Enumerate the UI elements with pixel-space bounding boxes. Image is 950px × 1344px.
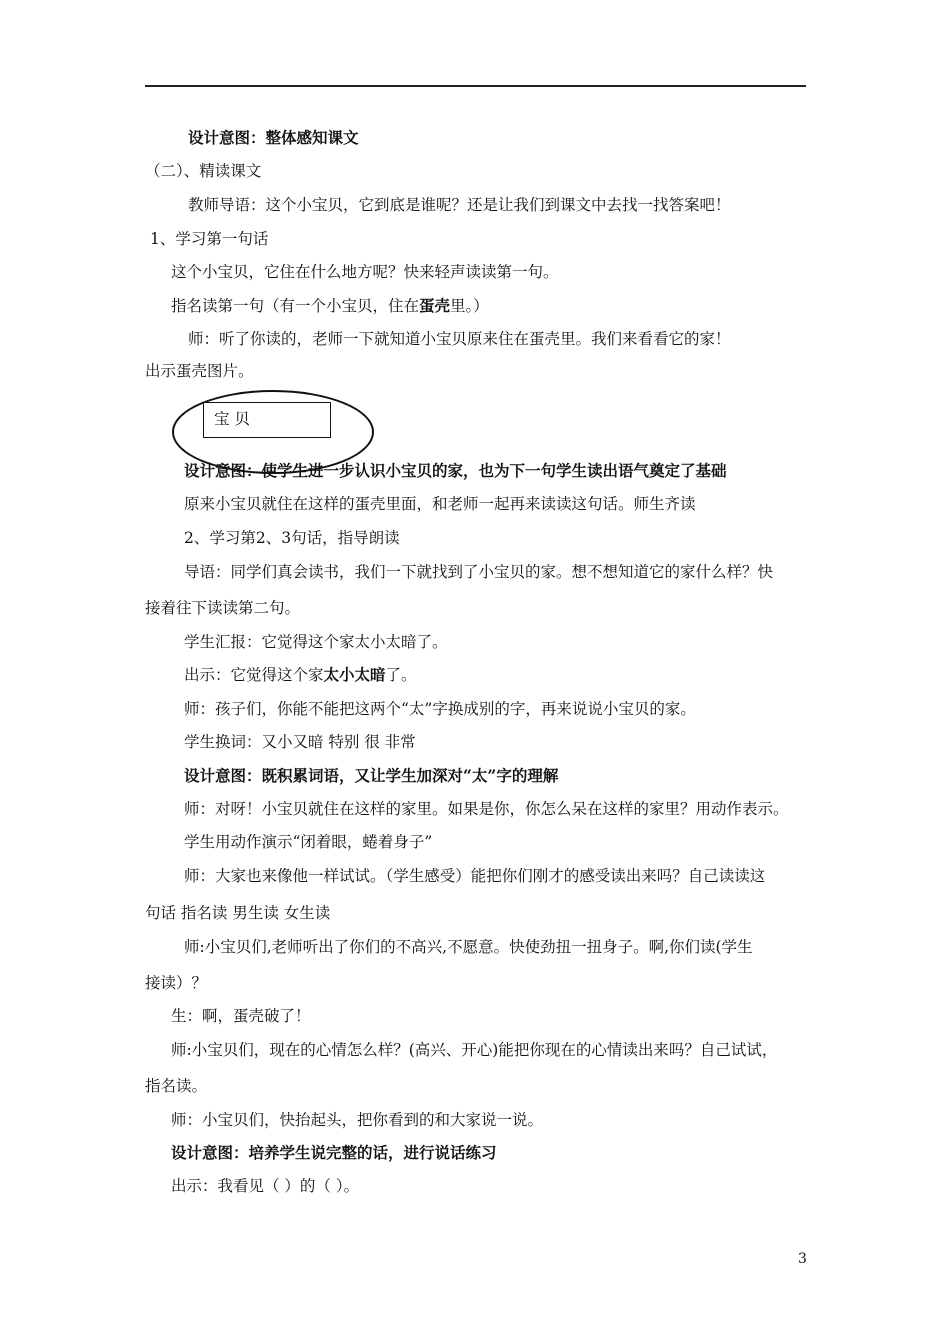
teacher-feel-line2: 句话 指名读 男生读 女生读 [145,904,331,922]
guide-paragraph-line1: 导语：同学们真会读书，我们一下就找到了小宝贝的家。想不想知道它的家什么样？快 [184,563,774,581]
design-intent-3: 设计意图：既积累词语，又让学生加深对“太”字的理解 [184,766,559,785]
teacher-look-up: 师：小宝贝们，快抬起头，把你看到的和大家说一说。 [171,1111,544,1129]
header-rule [145,85,806,87]
paragraph-where-live: 这个小宝贝，它住在什么地方呢？快来轻声读读第一句。 [171,263,559,281]
section-heading-close-reading: （二）、精读课文 [145,162,262,180]
show-sentence-too-small [184,665,417,685]
sentence-pattern-exercise: 出示：我看见（ ）的（ ）。 [171,1177,360,1195]
design-intent-4: 设计意图：培养学生说完整的话，进行说话练习 [171,1143,497,1162]
student-report: 学生汇报：它觉得这个家太小太暗了。 [184,633,448,651]
teacher-remark-eggshell: 师：听了你读的，老师一下就知道小宝贝原来住在蛋壳里。我们来看看它的家！ [188,330,731,348]
student-shell-broken: 生：啊，蛋壳破了！ [171,1007,311,1025]
step-1-heading: 1、学习第一句话 [150,230,269,248]
text-segment: 里。） [450,297,489,315]
step-2-heading: 2、学习第2、3句话，指导朗读 [184,529,400,547]
student-word-swap: 学生换词：又小又暗 特别 很 非常 [184,733,416,751]
design-intent-2: 设计意图：使学生进一步认识小宝贝的家，也为下一句学生读出语气奠定了基础 [184,461,727,480]
teacher-mood-line1: 师:小宝贝们，现在的心情怎么样？(高兴、开心)能把你现在的心情读出来吗？自己试试， [171,1041,778,1059]
emphasis-eggshell: 蛋壳 [419,296,451,315]
teacher-feel-line1: 师：大家也来像他一样试试。（学生感受）能把你们刚才的感受读出来吗？自己读读这 [184,867,766,885]
paragraph-read-first-sentence [171,296,489,316]
teacher-intro: 教师导语：这个小宝贝，它到底是谁呢？还是让我们到课文中去找一找答案吧！ [188,196,731,214]
text-segment: 指名读第一句（有一个小宝贝，住在 [171,297,420,315]
design-intent-1: 设计意图：整体感知课文 [188,128,359,147]
teacher-unhappy-line1: 师:小宝贝们,老师听出了你们的不高兴,不愿意。快使劲扭一扭身子。啊,你们读(学生 [184,938,753,956]
page-number: 3 [798,1251,807,1267]
text-segment: 出示：它觉得这个家 [184,666,324,684]
teacher-action-prompt: 师：对呀！小宝贝就住在这样的家里。如果是你，你怎么呆在这样的家里？用动作表示。 [184,800,789,818]
guide-paragraph-line2: 接着往下读读第二句。 [145,599,301,617]
student-action-demo: 学生用动作演示“闭着眼，蜷着身子” [184,833,433,851]
teacher-word-swap: 师：孩子们，你能不能把这两个“太”字换成别的字，再来说说小宝贝的家。 [184,700,696,718]
emphasis-too-small-dark: 太小太暗 [323,665,386,684]
show-eggshell-picture: 出示蛋壳图片。 [145,362,254,380]
teacher-mood-line2: 指名读。 [145,1077,208,1095]
text-segment: 了。 [385,666,417,684]
teacher-unhappy-line2: 接读）？ [145,974,208,992]
baby-label-box: 宝 贝 [203,402,331,438]
paragraph-read-together: 原来小宝贝就住在这样的蛋壳里面，和老师一起再来读读这句话。师生齐读 [184,495,696,513]
